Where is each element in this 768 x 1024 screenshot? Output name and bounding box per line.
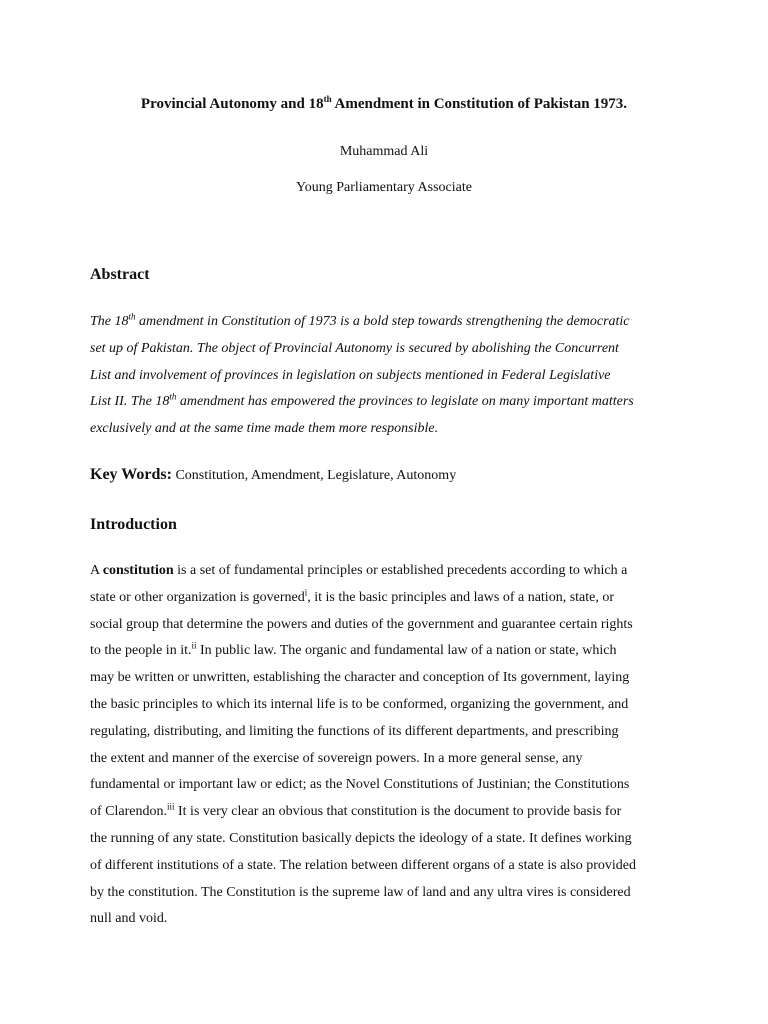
abstract-text: amendment in Constitution of 1973 is a bold step towards strengthening the democratic [135,314,630,329]
intro-line: the basic principles to which its internal life is to be conformed, organizing the government, and [90,696,629,712]
intro-line: of different institutions of a state. The relation between different organs of a state is also provided [90,857,636,873]
intro-text: is a set of fundamental principles or established precedents according to which a [173,563,628,578]
intro-line: social group that determine the powers and duties of the government and guarantee certain rights [90,616,633,632]
intro-line: null and void. [90,911,168,927]
abstract-text: The 18 [90,314,129,329]
intro-line [90,799,690,826]
abstract-heading: Abstract [90,266,150,283]
abstract-line: List and involvement of provinces in legislation on subjects mentioned in Federal Legislative [90,367,611,383]
footnote-ref: iii [166,801,175,812]
introduction-heading: Introduction [90,516,177,533]
intro-line: fundamental or important law or edict; as the Novel Constitutions of Justinian; the Constitutions [90,777,630,793]
abstract-text: List II. The 18 [90,394,170,410]
abstract-line: exclusively and at the same time made them more responsible. [90,421,439,437]
abstract-line: set up of Pakistan. The object of Provincial Autonomy is secured by abolishing the Concurrent [90,340,619,356]
document-title [60,94,708,114]
intro-text: In public law. The organic and fundamental law of a nation or state, which [196,643,617,659]
abstract-line [90,309,690,336]
intro-line [90,585,690,612]
footnote-ref: i [304,587,308,598]
intro-line: the extent and manner of the exercise of sovereign powers. In a more general sense, any [90,750,583,766]
introduction-paragraph [90,558,690,933]
abstract-superscript: th [169,391,177,402]
title-text-2: Amendment in Constitution of Pakistan 1973. [331,96,628,112]
abstract-text: amendment has empowered the provinces to legislate on many important matters [176,394,634,410]
footnote-ref: ii [191,640,197,651]
keywords-line [90,464,456,487]
intro-text: A [90,563,103,578]
keywords-text: Constitution, Amendment, Legislature, Autonomy [171,468,457,483]
abstract-line [90,389,690,416]
intro-line: the running of any state. Constitution basically depicts the ideology of a state. It defines working [90,830,632,846]
abstract-paragraph [90,309,690,443]
author-name: Muhammad Ali [339,144,429,159]
keywords-label: Key Words: [90,466,172,483]
intro-text: to the people in it. [90,643,192,659]
intro-line: by the constitution. The Constitution is the supreme law of land and any ultra vires is considered [90,884,631,900]
title-text-1: Provincial Autonomy and 18 [140,96,324,112]
abstract-superscript: th [128,311,136,322]
intro-text: It is very clear an obvious that constitution is the document to provide basis for [174,804,622,820]
intro-line: may be written or unwritten, establishing the character and conception of Its government, laying [90,670,630,686]
title-superscript: th [323,94,332,104]
intro-text: state or other organization is governed [90,589,305,605]
intro-text: , it is the basic principles and laws of a nation, state, or [307,589,615,605]
intro-line [90,558,690,585]
intro-bold-term: constitution [102,563,174,578]
intro-line: regulating, distributing, and limiting the functions of its different departments, and prescribing [90,723,619,739]
intro-line [90,638,690,665]
author-affiliation: Young Parliamentary Associate [296,180,472,195]
intro-text: of Clarendon. [90,804,167,820]
